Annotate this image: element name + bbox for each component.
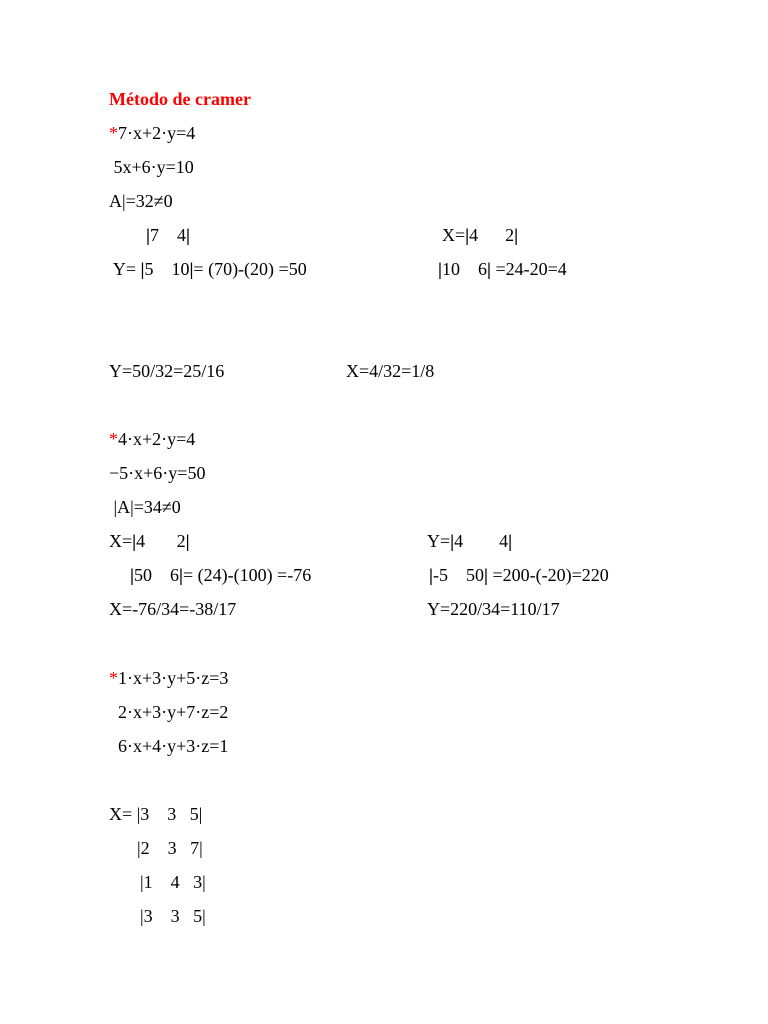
equation-line bbox=[109, 667, 228, 689]
matrix-row bbox=[109, 258, 307, 280]
matrix-row bbox=[427, 530, 512, 552]
matrix-bar: | bbox=[450, 531, 455, 551]
matrix-bar: | bbox=[185, 531, 190, 551]
matrix-row bbox=[109, 530, 190, 552]
matrix-result: = (70)-(20) =50 bbox=[193, 259, 307, 279]
matrix-values: 4 2 bbox=[136, 531, 186, 551]
red-asterisk: * bbox=[109, 429, 118, 449]
determinant-line: A|=32≠0 bbox=[109, 191, 173, 211]
matrix-bar: | bbox=[483, 565, 488, 585]
matrix-label: X= bbox=[109, 531, 133, 551]
matrix-result: =24-20=4 bbox=[490, 259, 567, 279]
equation-text: 1·x+3·y+5·z=3 bbox=[118, 668, 229, 688]
matrix-bar: | bbox=[438, 259, 442, 279]
matrix-row: |2 3 7| bbox=[137, 838, 203, 858]
matrix-bar: | bbox=[140, 259, 145, 279]
matrix-row bbox=[438, 258, 567, 280]
matrix-values: 4 2 bbox=[469, 225, 515, 245]
matrix-bar: | bbox=[486, 259, 491, 279]
equation-text: 4·x+2·y=4 bbox=[118, 429, 196, 449]
matrix-values: 10 6 bbox=[441, 259, 487, 279]
matrix-values: 7 4 bbox=[149, 225, 186, 245]
matrix-label: Y= bbox=[427, 531, 451, 551]
matrix-bar: | bbox=[429, 565, 433, 585]
matrix-bar: | bbox=[185, 225, 190, 245]
document-title: Método de cramer bbox=[109, 89, 251, 109]
equation-text: 7·x+2·y=4 bbox=[118, 123, 196, 143]
red-asterisk: * bbox=[109, 668, 118, 688]
result-line: X=-76/34=-38/17 bbox=[109, 599, 237, 619]
equation-line bbox=[109, 122, 195, 144]
matrix-values: 5 10 bbox=[144, 259, 190, 279]
matrix-label: X= bbox=[442, 225, 466, 245]
matrix-row: |3 3 5| bbox=[140, 906, 206, 926]
matrix-bar: | bbox=[132, 531, 137, 551]
equation-line: 2·x+3·y+7·z=2 bbox=[109, 702, 229, 722]
equation-line bbox=[109, 428, 195, 450]
result-line: X=4/32=1/8 bbox=[346, 361, 435, 381]
matrix-bar: | bbox=[514, 225, 519, 245]
matrix-bar: | bbox=[189, 259, 194, 279]
matrix-bar: | bbox=[508, 531, 513, 551]
matrix-bar: | bbox=[178, 565, 183, 585]
matrix-bar: | bbox=[465, 225, 470, 245]
matrix-values: -5 50 bbox=[432, 565, 484, 585]
matrix-bar: | bbox=[130, 565, 134, 585]
matrix-result: =200-(-20)=220 bbox=[487, 565, 609, 585]
equation-line: 6·x+4·y+3·z=1 bbox=[109, 736, 229, 756]
result-line: Y=220/34=110/17 bbox=[427, 599, 560, 619]
matrix-result: = (24)-(100) =-76 bbox=[182, 565, 312, 585]
red-asterisk: * bbox=[109, 123, 118, 143]
equation-line: 5x+6·y=10 bbox=[109, 157, 194, 177]
matrix-values: 50 6 bbox=[133, 565, 179, 585]
matrix-row bbox=[429, 564, 609, 586]
matrix-label: Y= bbox=[109, 259, 141, 279]
matrix-row bbox=[442, 224, 518, 246]
matrix-bar: | bbox=[146, 225, 150, 245]
matrix-row bbox=[146, 224, 190, 246]
equation-line: −5·x+6·y=50 bbox=[109, 463, 206, 483]
matrix-row: |1 4 3| bbox=[140, 872, 206, 892]
determinant-line: |A|=34≠0 bbox=[109, 497, 181, 517]
matrix-row: X= |3 3 5| bbox=[109, 804, 203, 824]
result-line: Y=50/32=25/16 bbox=[109, 361, 225, 381]
matrix-row bbox=[130, 564, 311, 586]
matrix-values: 4 4 bbox=[454, 531, 509, 551]
